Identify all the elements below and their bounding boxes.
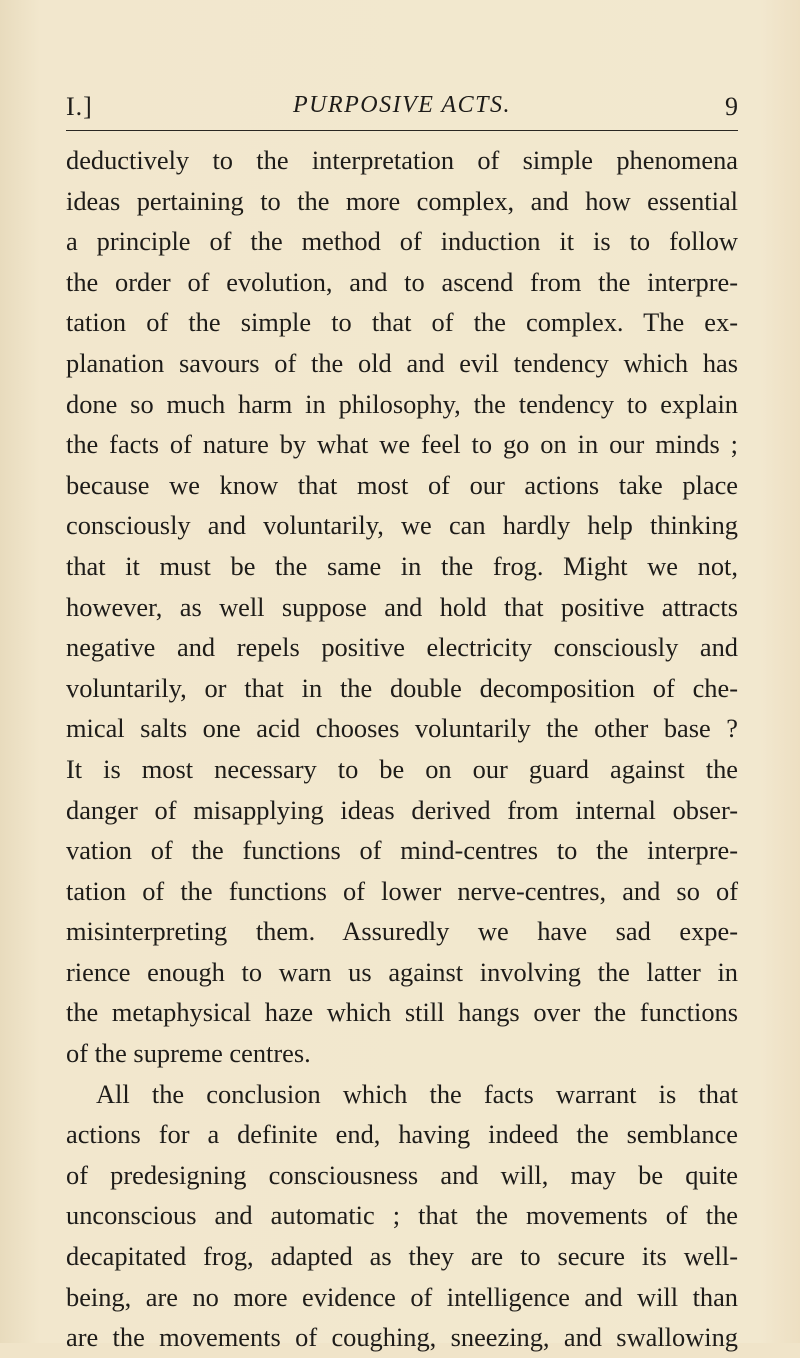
text-line: danger of misapplying ideas derived from internal obser- bbox=[66, 794, 738, 825]
page-number: 9 bbox=[725, 92, 738, 121]
text-line: All the conclusion which the facts warrant is that bbox=[96, 1078, 738, 1109]
body-text bbox=[66, 140, 738, 1358]
text-line: of the supreme centres. bbox=[66, 1038, 311, 1069]
text-line: negative and repels positive electricity consciously and bbox=[66, 632, 738, 663]
chapter-number: I.] bbox=[66, 92, 93, 121]
text-line: consciously and voluntarily, we can hardly help thinking bbox=[66, 510, 738, 541]
text-line: misinterpreting them. Assuredly we have sad expe- bbox=[66, 916, 738, 947]
text-line: ideas pertaining to the more complex, and how essential bbox=[66, 185, 738, 216]
text-line: of predesigning consciousness and will, may be quite bbox=[66, 1159, 738, 1190]
text-line: being, are no more evidence of intelligence and will than bbox=[66, 1281, 738, 1312]
text-line: that it must be the same in the frog. Might we not, bbox=[66, 550, 738, 581]
text-line: deductively to the interpretation of simple phenomena bbox=[66, 145, 738, 175]
text-line: a principle of the method of induction it is to follow bbox=[66, 226, 738, 257]
text-line: the metaphysical haze which still hangs over the functions bbox=[66, 997, 738, 1028]
running-title: PURPOSIVE ACTS. bbox=[292, 92, 512, 118]
text-line: mical salts one acid chooses voluntarily the other base ? bbox=[66, 713, 738, 744]
text-line: tation of the functions of lower nerve-centres, and so of bbox=[66, 875, 738, 906]
text-line: planation savours of the old and evil tendency which has bbox=[66, 347, 738, 378]
text-line: tation of the simple to that of the complex. The ex- bbox=[66, 307, 738, 338]
text-line: unconscious and automatic ; that the movements of the bbox=[66, 1200, 738, 1231]
running-head bbox=[66, 92, 738, 122]
text-line: done so much harm in philosophy, the tendency to explain bbox=[66, 388, 738, 419]
text-line: voluntarily, or that in the double decomposition of che- bbox=[66, 672, 738, 703]
text-line: It is most necessary to be on our guard against the bbox=[66, 753, 738, 784]
text-line: the order of evolution, and to ascend from the interpre- bbox=[66, 266, 738, 297]
header-rule bbox=[66, 130, 738, 131]
text-line: vation of the functions of mind-centres to the interpre- bbox=[66, 835, 738, 866]
text-line: however, as well suppose and hold that positive attracts bbox=[66, 591, 738, 622]
text-line: the facts of nature by what we feel to go on in our minds ; bbox=[66, 429, 738, 460]
text-line: decapitated frog, adapted as they are to secure its well- bbox=[66, 1241, 738, 1272]
text-line: rience enough to warn us against involving the latter in bbox=[66, 956, 738, 987]
text-line: are the movements of coughing, sneezing, and swallowing bbox=[66, 1322, 738, 1353]
text-line: because we know that most of our actions take place bbox=[66, 469, 738, 500]
text-line: actions for a definite end, having indeed the semblance bbox=[66, 1119, 738, 1150]
